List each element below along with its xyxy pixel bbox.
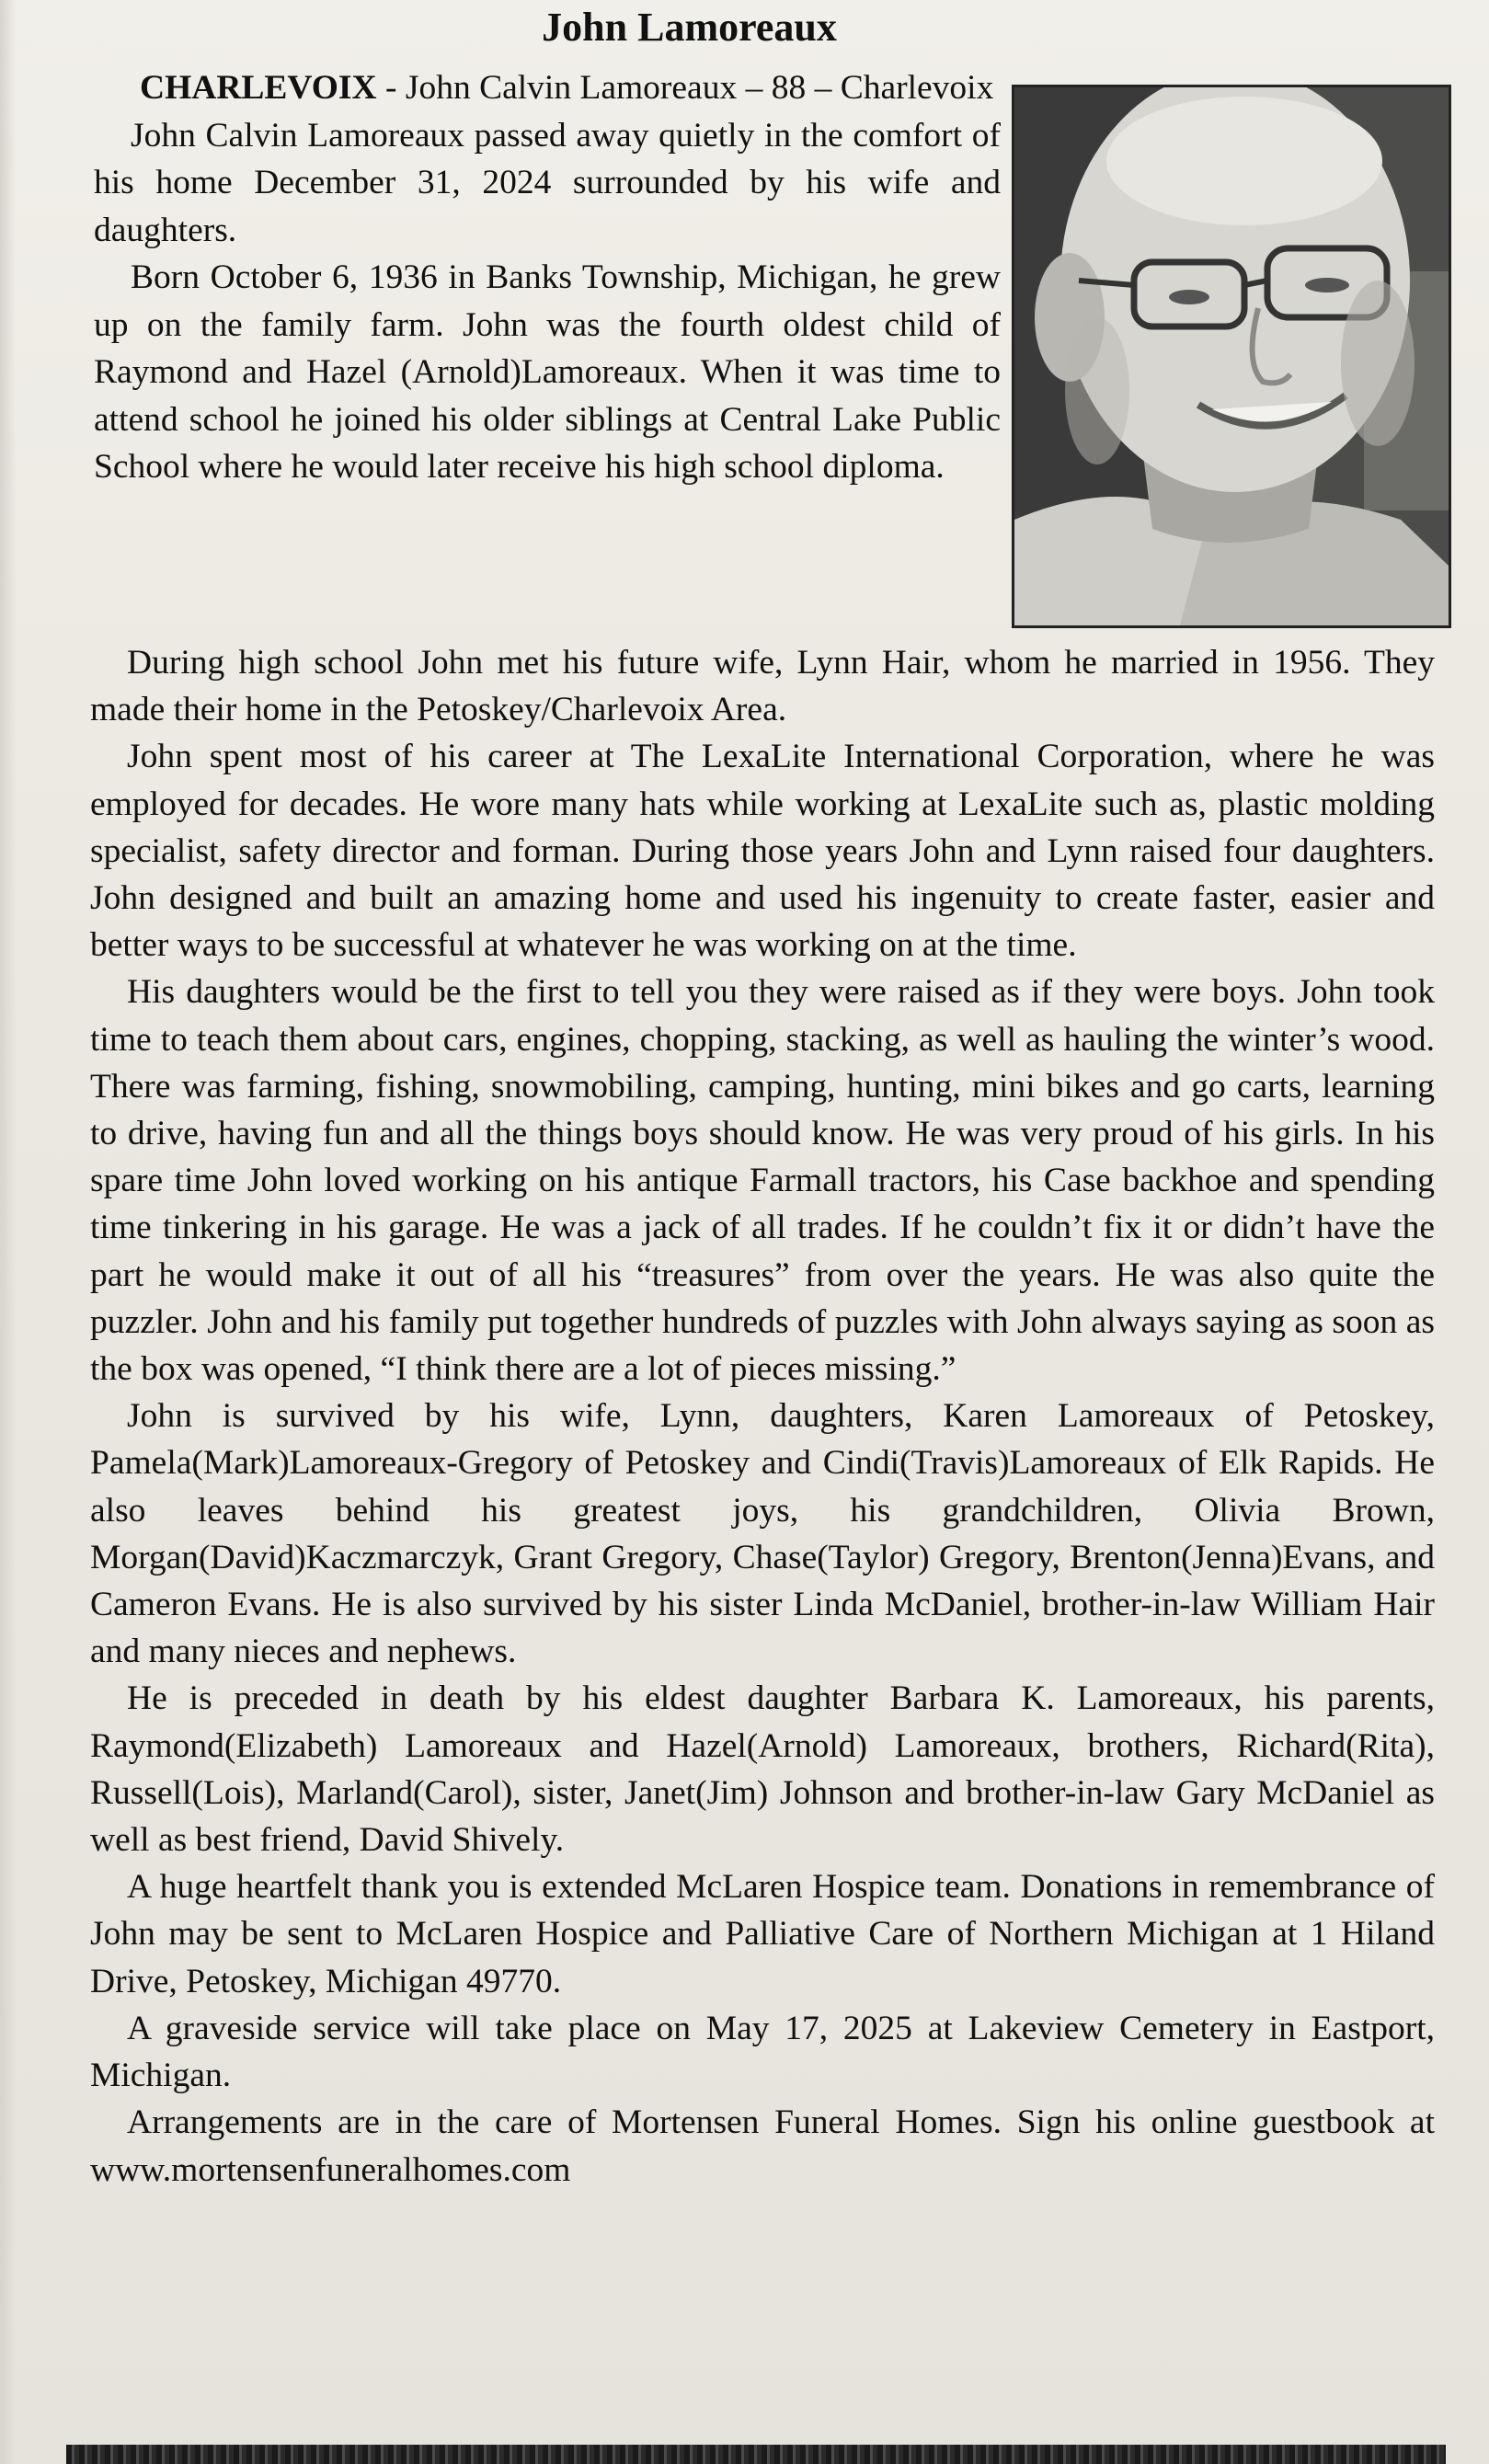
portrait-photo bbox=[1012, 85, 1451, 628]
paragraph-preceded-by: He is preceded in death by his eldest daughter Barbara K. Lamoreaux, his parents, Raymond(Elizabeth) Lamoreaux and Hazel(Arnold) Lamoreaux, brothers, Richard(Rita), Russell(Lois), Marland(Carol), sister, Janet(Jim) Johnson and brother-in-law Gary McDaniel as well as best friend, David Shively. bbox=[90, 1679, 1435, 1860]
dateline-place: CHARLEVOIX bbox=[140, 69, 377, 107]
dateline-details: - John Calvin Lamoreaux – 88 – Charlevoix bbox=[376, 69, 994, 107]
obituary-heading: John Lamoreaux bbox=[542, 5, 837, 50]
portrait-photo-icon bbox=[1014, 87, 1449, 625]
paragraph-passing: John Calvin Lamoreaux passed away quietly in the comfort of his home December 31, 2024 surrounded by his wife and daughters. bbox=[94, 116, 1001, 249]
paper-edge-shadow bbox=[0, 0, 17, 2464]
full-text-column bbox=[90, 639, 1435, 2194]
paragraph-marriage: During high school John met his future wife, Lynn Hair, whom he married in 1956. They made their home in the Petoskey/Charlevoix Area. bbox=[90, 644, 1435, 729]
bottom-border bbox=[66, 2445, 1446, 2464]
paragraph-service: A graveside service will take place on May 17, 2025 at Lakeview Cemetery in Eastport, Michigan. bbox=[90, 2009, 1435, 2095]
paragraph-donations: A huge heartfelt thank you is extended McLaren Hospice team. Donations in remembrance of John may be sent to McLaren Hospice and Palliative Care of Northern Michigan at 1 Hiland Drive, Petoskey, Michigan 49770. bbox=[90, 1868, 1435, 2000]
paragraph-arrangements: Arrangements are in the care of Mortensen Funeral Homes. Sign his online guestbook at www.mortensenfuneralhomes.com bbox=[90, 2103, 1435, 2189]
paragraph-daughters: His daughters would be the first to tell you they were raised as if they were boys. John took time to teach them about cars, engines, chopping, stacking, as well as hauling the winter’s wood. There was farming, fishing, snowmobiling, camping, hunting, mini bikes and go carts, learning to drive, having fun and all the things boys should know. He was very proud of his girls. In his spare time John loved working on his antique Farmall tractors, his Case backhoe and spending time tinkering in his garage. He was a jack of all trades. If he couldn’t fix it or didn’t have the part he would make it out of all his “treasures” from over the years. He was also quite the puzzler. John and his family put together hundreds of puzzles with John always saying as soon as the box was opened, “I think there are a lot of pieces missing.” bbox=[90, 973, 1435, 1389]
dateline bbox=[94, 64, 1001, 112]
paragraph-early-life: Born October 6, 1936 in Banks Township, Michigan, he grew up on the family farm. John was the fourth oldest child of Raymond and Hazel (Arnold)Lamoreaux. When it was time to attend school he joined his older siblings at Central Lake Public School where he would later receive his high school diploma. bbox=[94, 258, 1001, 486]
paragraph-career: John spent most of his career at The LexaLite International Corporation, where he was employed for decades. He wore many hats while working at LexaLite such as, plastic molding specialist, safety director and forman. During those years John and Lynn raised four daughters. John designed and built an amazing home and used his ingenuity to create faster, easier and better ways to be successful at whatever he was working on at the time. bbox=[90, 738, 1435, 965]
paragraph-survived-by: John is survived by his wife, Lynn, daughters, Karen Lamoreaux of Petoskey, Pamela(Mark)Lamoreaux-Gregory of Petoskey and Cindi(Travis)Lamoreaux of Elk Rapids. He also leaves behind his greatest joys, his grandchildren, Olivia Brown, Morgan(David)Kaczmarczyk, Grant Gregory, Chase(Taylor) Gregory, Brenton(Jenna)Evans, and Cameron Evans. He is also survived by his sister Linda McDaniel, brother-in-law William Hair and many nieces and nephews. bbox=[90, 1397, 1435, 1671]
top-text-column bbox=[94, 64, 1001, 491]
